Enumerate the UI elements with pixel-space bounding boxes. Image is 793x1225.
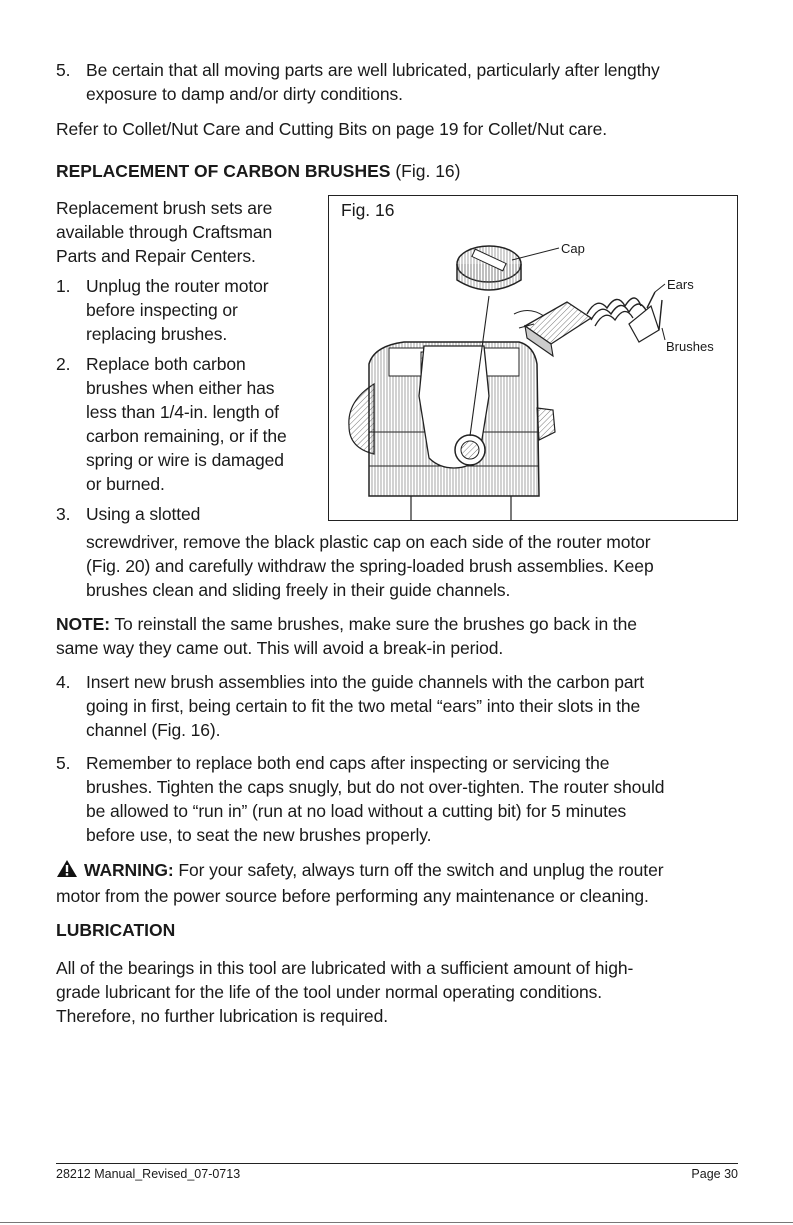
step-text-line: brushes clean and sliding freely in their guide channels. — [86, 580, 511, 600]
warning-triangle-icon — [56, 859, 78, 884]
step-text-line: Be certain that all moving parts are well lubricated, particularly after lengthy — [86, 60, 660, 80]
figure-16 — [328, 195, 738, 521]
footer-divider — [56, 1163, 738, 1164]
callout-ears: Ears — [667, 277, 694, 292]
left-column — [56, 196, 328, 526]
warning-text: motor from the power source before performing any maintenance or cleaning. — [56, 886, 649, 906]
warning-paragraph — [56, 858, 753, 908]
intro-line: Parts and Repair Centers. — [56, 246, 256, 266]
brush-step-3-continued — [56, 530, 753, 602]
collet-reference: Refer to Collet/Nut Care and Cutting Bits on page 19 for Collet/Nut care. — [56, 119, 608, 139]
step-text-line: Remember to replace both end caps after inspecting or servicing the — [86, 753, 610, 773]
step-number: 1. — [56, 276, 71, 296]
lubrication-text-line: grade lubricant for the life of the tool under normal operating conditions. — [56, 982, 603, 1002]
step-number: 5. — [56, 60, 71, 80]
heading-bold: REPLACEMENT OF CARBON BRUSHES — [56, 161, 391, 181]
callout-brushes: Brushes — [666, 339, 714, 354]
lubrication-text-line: All of the bearings in this tool are lubricated with a sufficient amount of high- — [56, 958, 634, 978]
note-label: NOTE: — [56, 614, 110, 634]
maintenance-step-5 — [56, 58, 753, 106]
step-text-line: brushes. Tighten the caps snugly, but do not over-tighten. The router should — [86, 777, 665, 797]
step-text-line: (Fig. 20) and carefully withdraw the spring-loaded brush assemblies. Keep — [86, 556, 654, 576]
heading-fig-ref: (Fig. 16) — [390, 161, 461, 181]
carbon-brush — [514, 284, 665, 356]
step-text-line: Insert new brush assemblies into the guide channels with the carbon part — [86, 672, 644, 692]
step-text-line: or burned. — [86, 474, 165, 494]
lubrication-text-line: Therefore, no further lubrication is required. — [56, 1006, 388, 1026]
step-text-line: be allowed to “run in” (run at no load without a cutting bit) for 5 minutes — [86, 801, 627, 821]
step-text-line: replacing brushes. — [86, 324, 228, 344]
step-text-line: Using a slotted — [86, 504, 201, 524]
step-text-line: spring or wire is damaged — [86, 450, 284, 470]
section-heading-brushes — [56, 161, 461, 182]
step-number: 4. — [56, 672, 71, 692]
note-text: To reinstall the same brushes, make sure the brushes go back in the — [109, 614, 637, 634]
step-text-line: exposure to damp and/or dirty conditions. — [86, 84, 403, 104]
warning-label: WARNING: — [84, 860, 174, 880]
note-paragraph — [56, 612, 753, 660]
page-edge-line — [0, 1222, 793, 1223]
step-text-line: before use, to seat the new brushes properly. — [86, 825, 432, 845]
router-motor-body — [349, 342, 555, 521]
footer-document-id: 28212 Manual_Revised_07-0713 — [56, 1167, 241, 1181]
step-number: 2. — [56, 354, 71, 374]
step-text-line: less than 1/4-in. length of — [86, 402, 279, 422]
intro-paragraph — [56, 196, 328, 268]
step-text-line: brushes when either has — [86, 378, 275, 398]
step-text-line: Replace both carbon — [86, 354, 246, 374]
intro-line: available through Craftsman — [56, 222, 273, 242]
brush-step-2 — [56, 352, 328, 496]
section-heading-lubrication: LUBRICATION — [56, 920, 176, 940]
brush-step-1 — [56, 274, 328, 346]
step-text-line: channel (Fig. 16). — [86, 720, 221, 740]
step-text-line: going in first, being certain to fit the two metal “ears” into their slots in the — [86, 696, 641, 716]
note-text: same way they came out. This will avoid a break-in period. — [56, 638, 504, 658]
intro-line: Replacement brush sets are — [56, 198, 273, 218]
callout-cap: Cap — [561, 241, 585, 256]
figure-title: Fig. 16 — [341, 200, 395, 220]
router-brush-illustration — [329, 196, 738, 521]
step-number: 5. — [56, 753, 71, 773]
brush-step-4 — [56, 670, 753, 742]
step-text-line: Unplug the router motor — [86, 276, 269, 296]
step-text-line: before inspecting or — [86, 300, 238, 320]
footer-page-number: Page 30 — [691, 1167, 738, 1181]
step-text-line: screwdriver, remove the black plastic cap on each side of the router motor — [86, 532, 651, 552]
warning-text: For your safety, always turn off the switch and unplug the router — [173, 860, 664, 880]
step-number: 3. — [56, 504, 71, 524]
lubrication-paragraph — [56, 956, 753, 1028]
brush-step-5 — [56, 751, 753, 847]
brush-step-3-start — [56, 502, 328, 526]
step-text-line: carbon remaining, or if the — [86, 426, 287, 446]
